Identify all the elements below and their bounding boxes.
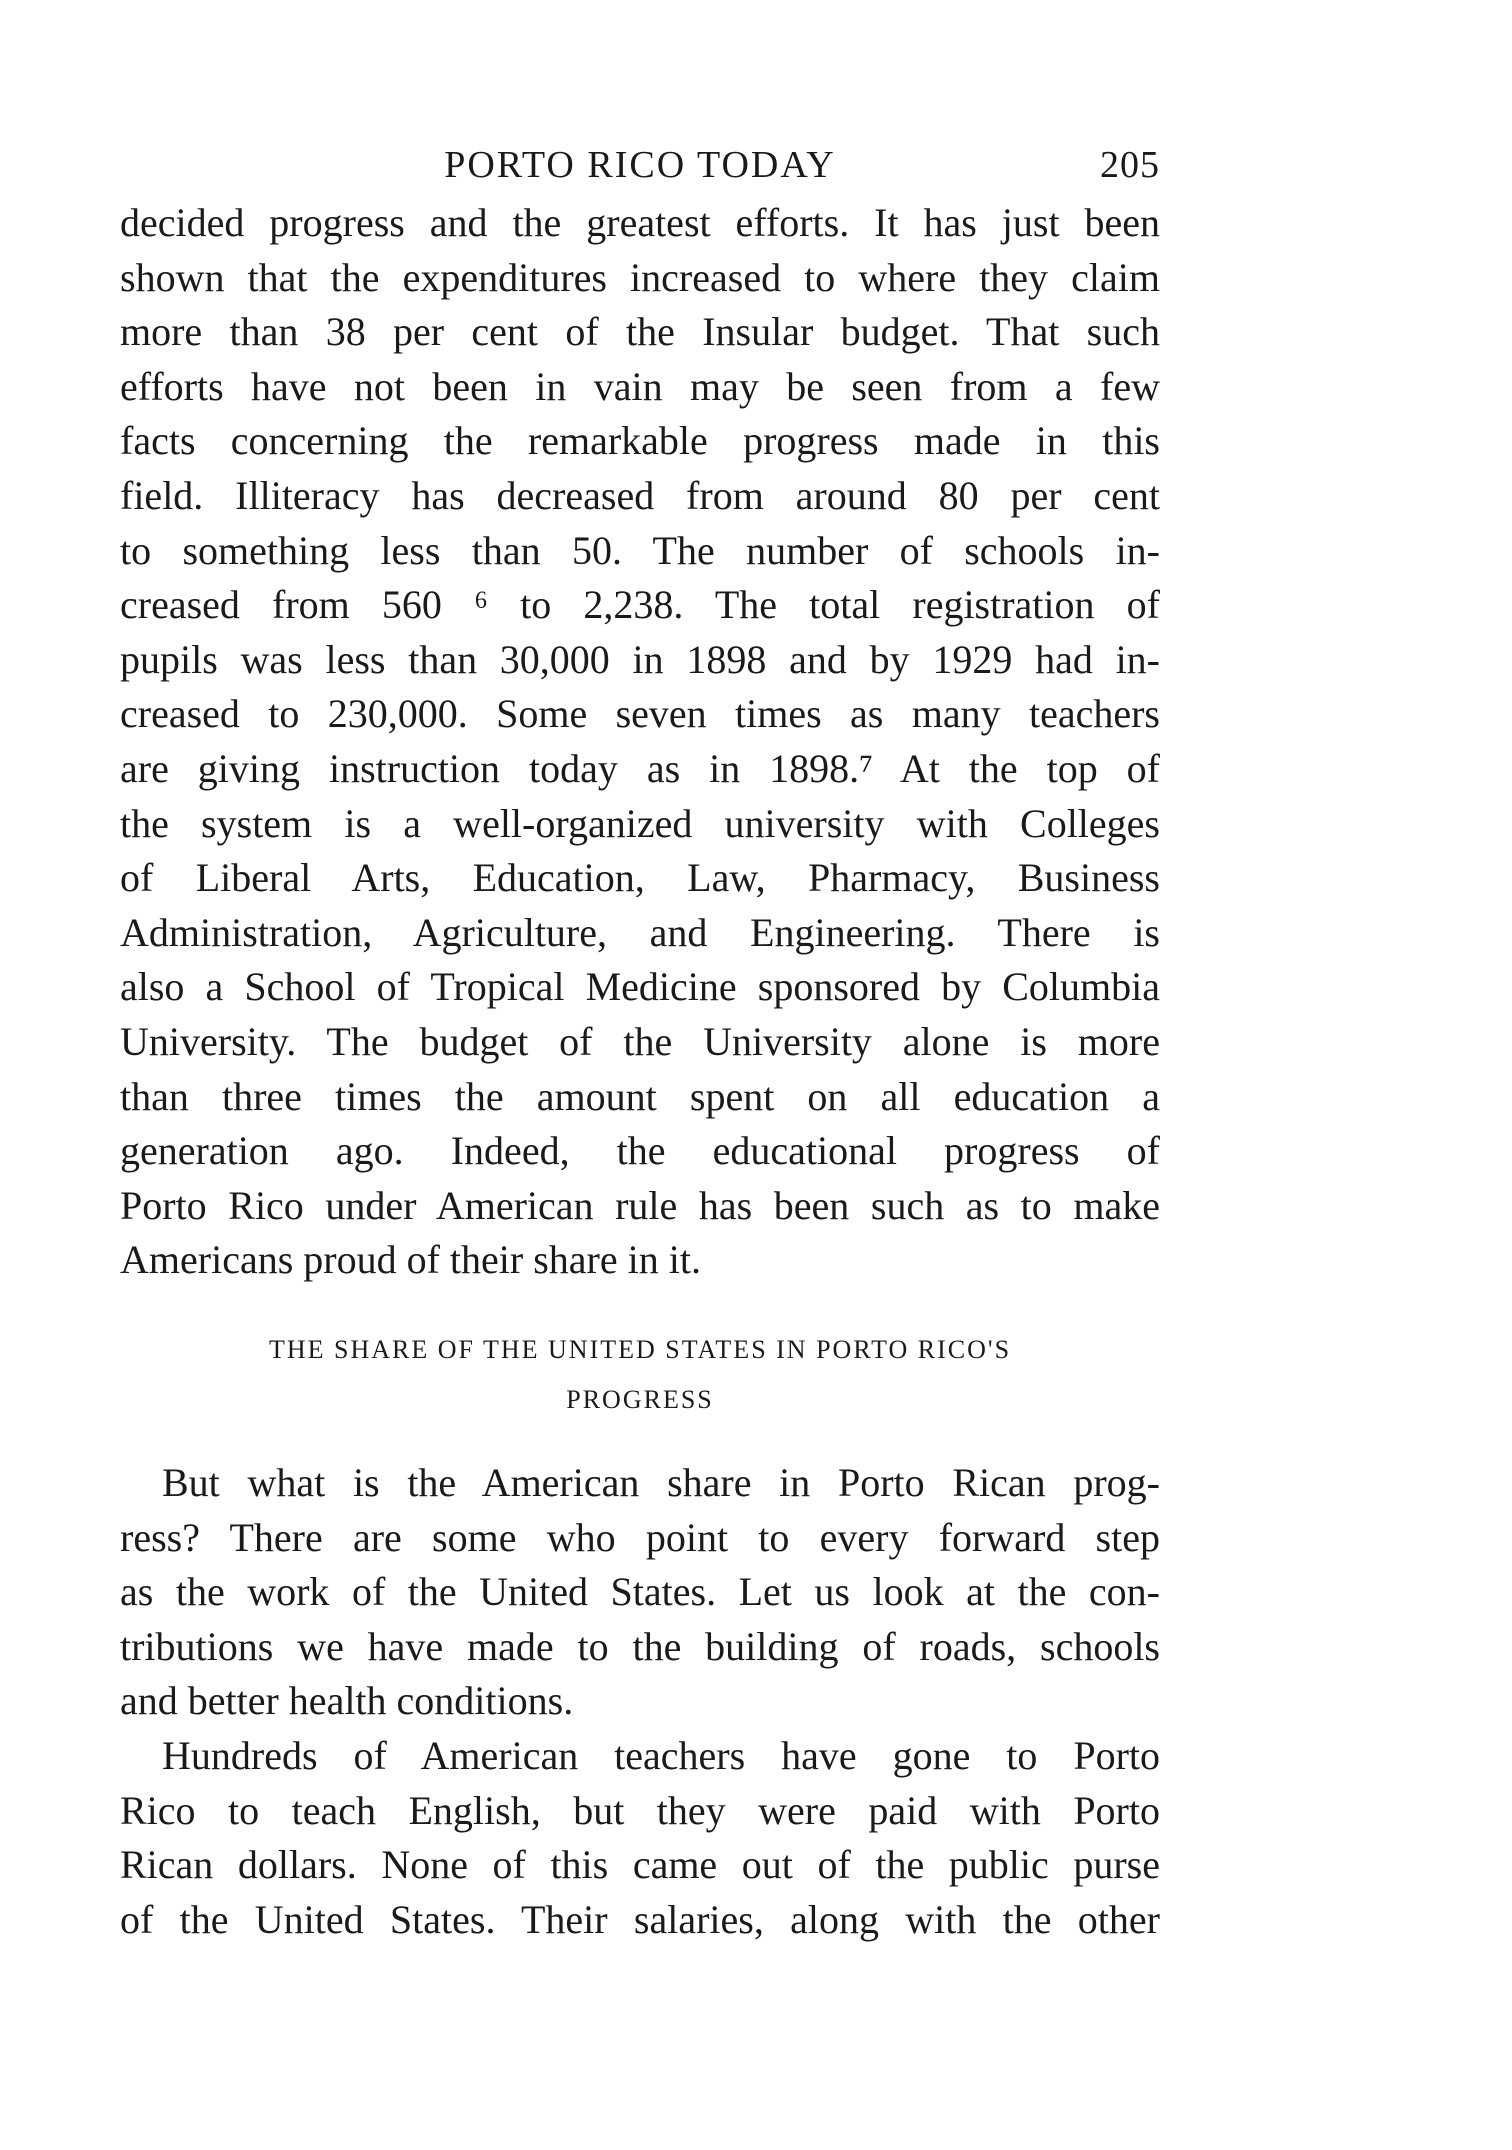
text-line: tributions we have made to the building of roads, schools: [120, 1623, 1160, 1669]
text-line: shown that the expenditures increased to where they claim: [120, 254, 1160, 300]
paragraph-education-progress: [120, 196, 1160, 1288]
section-heading-line: PROGRESS: [566, 1385, 714, 1414]
text-line: ress? There are some who point to every forward step: [120, 1514, 1160, 1560]
text-line: also a School of Tropical Medicine sponsored by Columbia: [120, 964, 1160, 1010]
text-line: are giving instruction today as in 1898.⁷ At the top of: [120, 745, 1160, 791]
text-line: creased to 230,000. Some seven times as many teachers: [120, 691, 1160, 737]
text-line: as the work of the United States. Let us look at the con-: [120, 1569, 1160, 1615]
text-line: and better health conditions.: [120, 1678, 574, 1724]
text-line: Administration, Agriculture, and Engineering. There is: [120, 909, 1160, 955]
text-line: Porto Rico under American rule has been such as to make: [120, 1182, 1160, 1228]
page-number: 205: [1100, 144, 1160, 186]
text-line: than three times the amount spent on all education a: [120, 1073, 1160, 1119]
text-line: of Liberal Arts, Education, Law, Pharmacy, Business: [120, 855, 1160, 901]
running-head: [120, 140, 1160, 190]
text-line: more than 38 per cent of the Insular budget. That such: [120, 309, 1160, 355]
text-line: the system is a well-organized university with Colleges: [120, 800, 1160, 846]
text-line: But what is the American share in Porto Rican prog-: [162, 1460, 1160, 1505]
text-line: Hundreds of American teachers have gone to Porto: [162, 1732, 1160, 1778]
text-line: of the United States. Their salaries, along with the other: [120, 1896, 1160, 1942]
text-line: facts concerning the remarkable progress made in this: [120, 418, 1160, 464]
text-line: Rican dollars. None of this came out of the public purse: [120, 1842, 1160, 1888]
section-heading: [120, 1325, 1160, 1425]
text-line: pupils was less than 30,000 in 1898 and by 1929 had in-: [120, 636, 1160, 682]
text-line: decided progress and the greatest efforts. It has just been: [120, 200, 1160, 245]
paragraph-american-share: [120, 1456, 1160, 1947]
text-line: University. The budget of the University alone is more: [120, 1018, 1160, 1064]
text-line: Rico to teach English, but they were paid with Porto: [120, 1787, 1160, 1833]
text-line: creased from 560 ⁶ to 2,238. The total registration of: [120, 582, 1160, 628]
running-title: PORTO RICO TODAY: [444, 144, 836, 186]
section-heading-line: THE SHARE OF THE UNITED STATES IN PORTO RICO'S: [268, 1335, 1012, 1364]
text-line: generation ago. Indeed, the educational progress of: [120, 1128, 1160, 1174]
text-line: Americans proud of their share in it.: [120, 1237, 701, 1283]
text-line: efforts have not been in vain may be seen from a few: [120, 363, 1160, 409]
text-line: field. Illiteracy has decreased from around 80 per cent: [120, 472, 1160, 518]
text-line: to something less than 50. The number of schools in-: [120, 527, 1160, 573]
